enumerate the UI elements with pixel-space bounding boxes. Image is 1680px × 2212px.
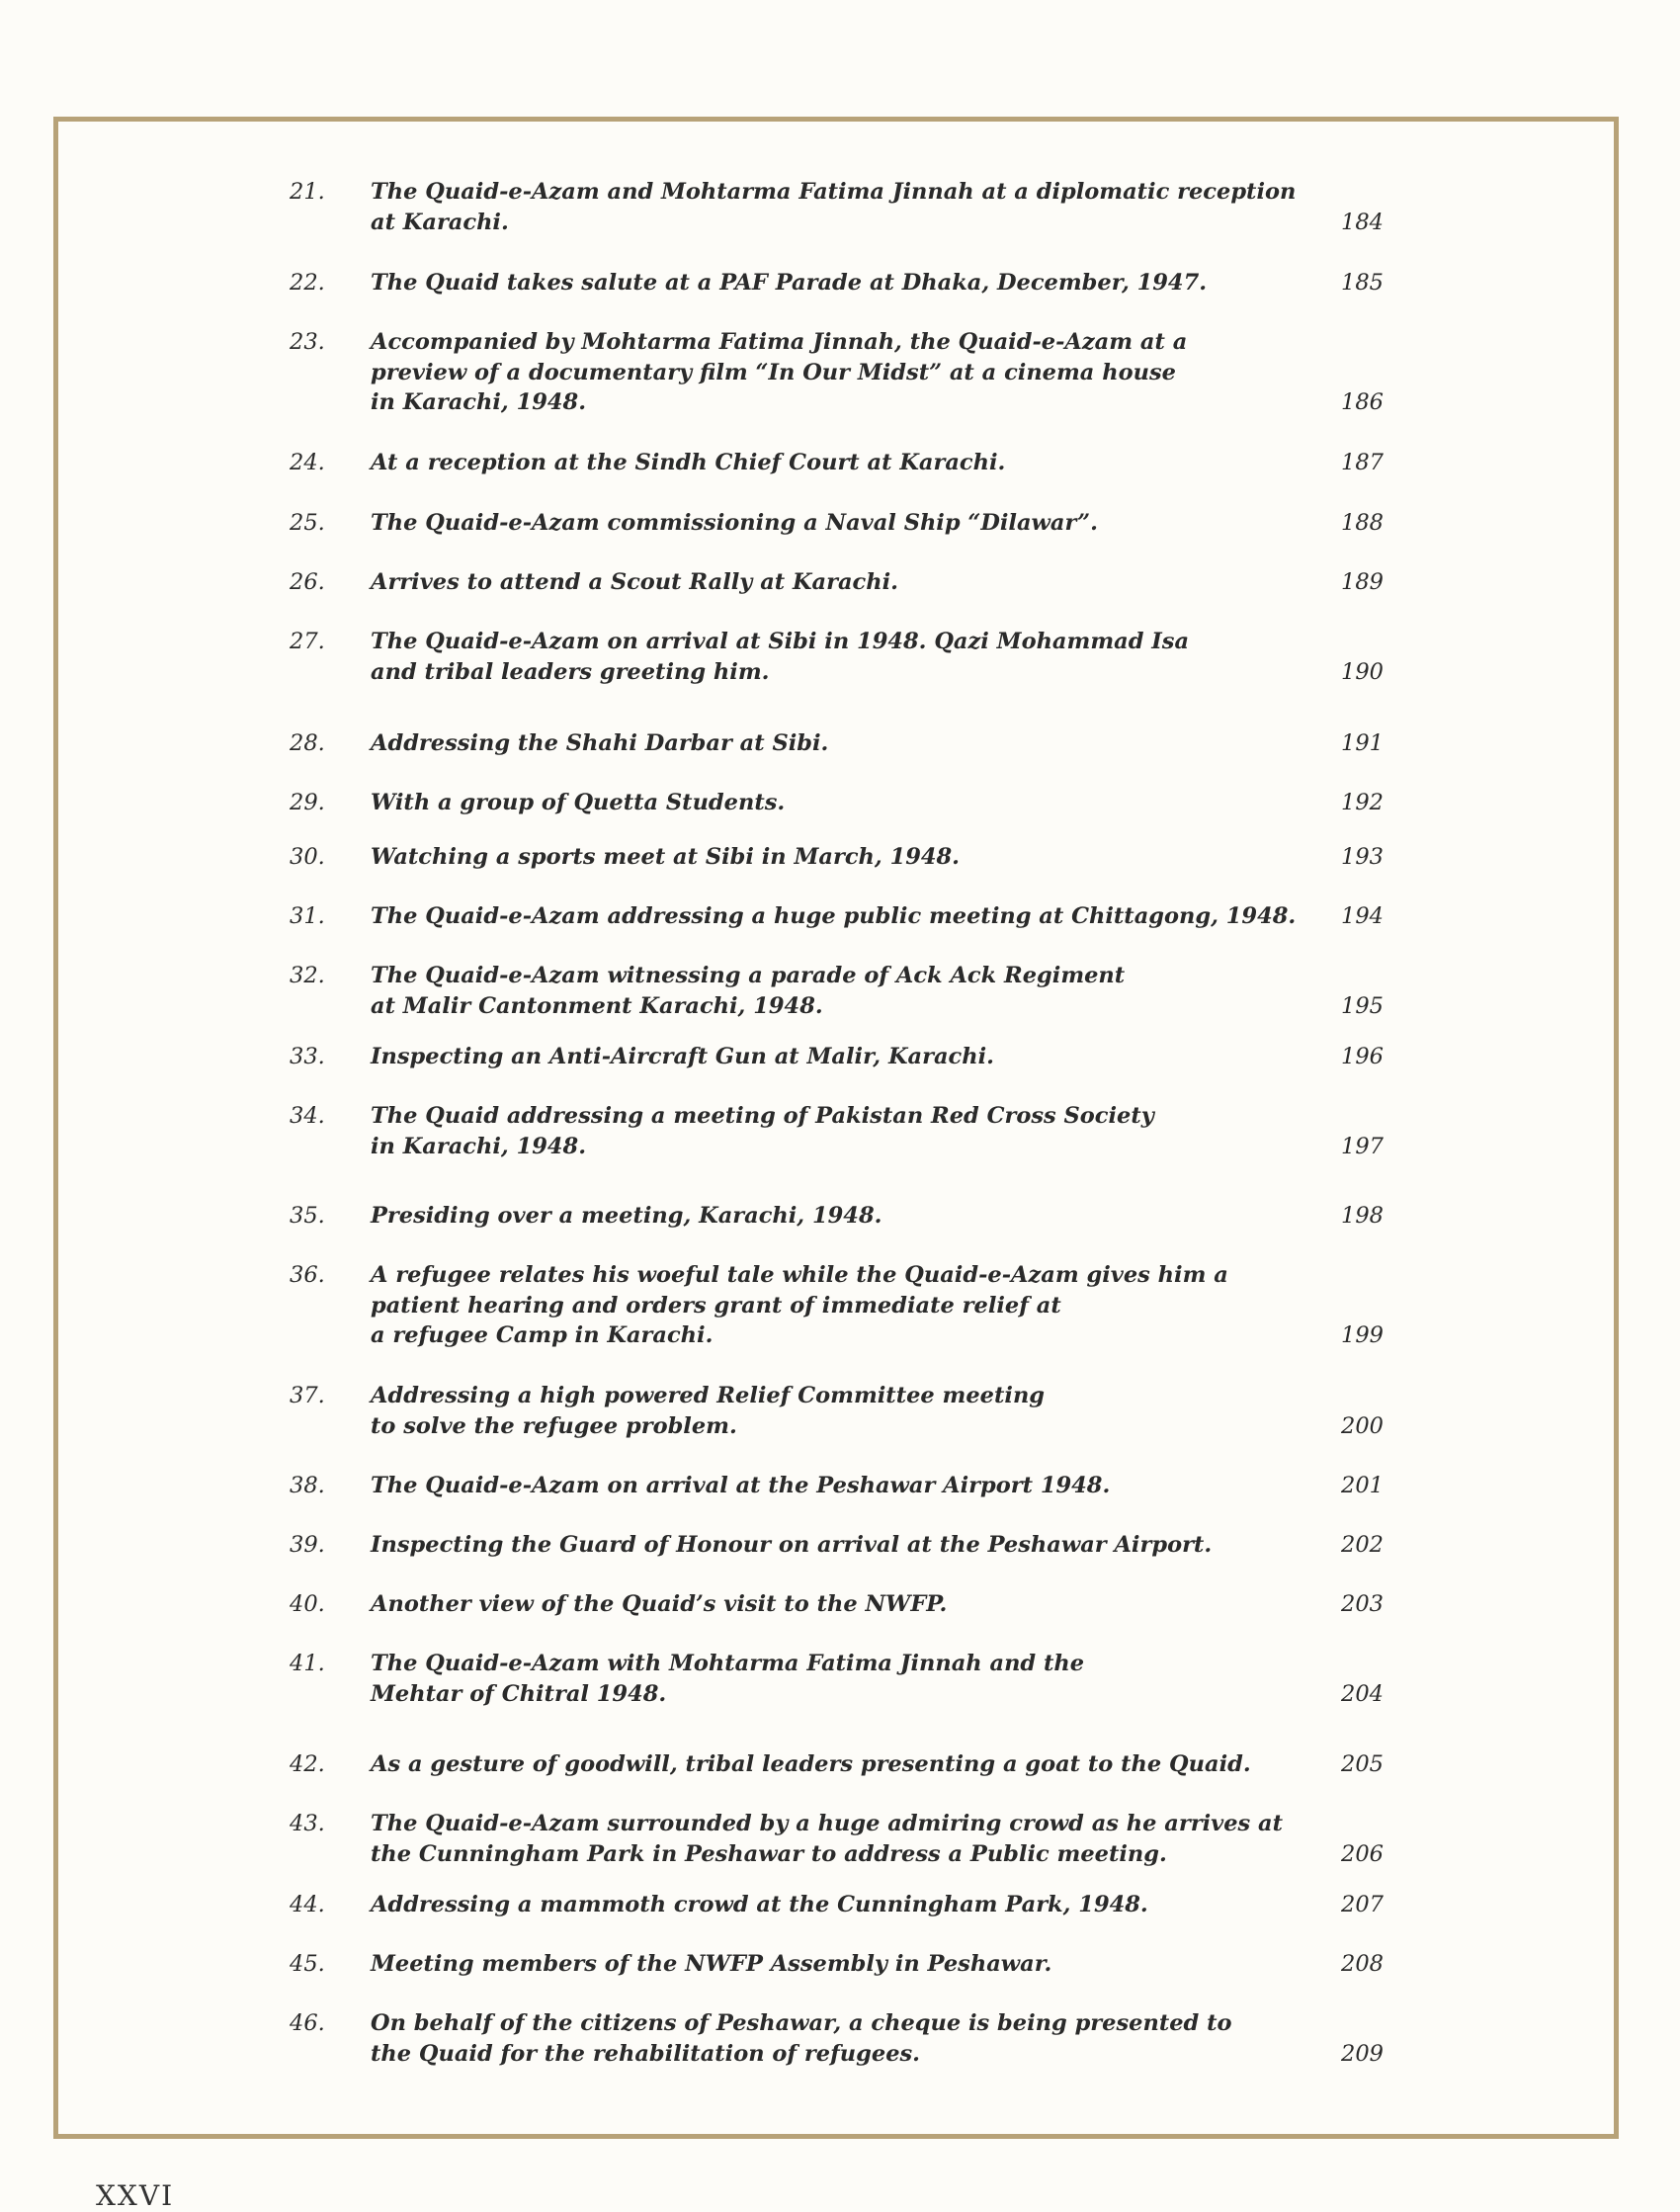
caption-line: The Quaid-e-Azam addressing a huge public meeting at Chittagong, 1948.	[371, 903, 1297, 929]
entry-caption	[371, 1201, 1260, 1232]
entry-page-number: 184	[1341, 209, 1384, 235]
entry-number: 41.	[290, 1651, 325, 1676]
caption-line: The Quaid-e-Azam surrounded by a huge admiring crowd as he arrives at	[371, 1811, 1284, 1836]
entry-caption	[371, 961, 1260, 1021]
caption-line: The Quaid-e-Azam on arrival at Sibi in 1948. Qazi Mohammad Isa	[371, 629, 1190, 654]
entry-caption	[371, 448, 1260, 478]
caption-line: As a gesture of goodwill, tribal leaders presenting a goat to the Quaid.	[371, 1751, 1251, 1777]
entry-page-number: 193	[1341, 844, 1384, 870]
entry-page-number: 203	[1341, 1591, 1384, 1617]
entry-caption	[371, 1530, 1260, 1561]
entry-page-number: 198	[1341, 1203, 1384, 1229]
entry-caption	[371, 627, 1260, 687]
entry-page-number: 187	[1341, 450, 1384, 475]
entry-number: 34.	[290, 1103, 325, 1129]
entry-page-number: 186	[1341, 389, 1384, 415]
caption-line: patient hearing and orders grant of immediate relief at	[371, 1292, 1061, 1319]
entry-page-number: 192	[1341, 790, 1384, 815]
caption-line: Presiding over a meeting, Karachi, 1948.	[371, 1203, 882, 1229]
caption-line: Another view of the Quaid’s visit to the NWFP.	[371, 1591, 948, 1617]
caption-line: Addressing a mammoth crowd at the Cunningham Park, 1948.	[371, 1892, 1148, 1917]
caption-line: in Karachi, 1948.	[371, 389, 587, 415]
entry-caption	[371, 177, 1297, 237]
entry-number: 33.	[290, 1044, 325, 1069]
entry-page-number: 191	[1341, 730, 1384, 756]
entry-page-number: 197	[1341, 1133, 1384, 1159]
entry-number: 30.	[290, 844, 325, 870]
entry-number: 42.	[290, 1751, 325, 1777]
entry-caption	[371, 1589, 1260, 1620]
entry-number: 23.	[290, 329, 325, 355]
caption-line: Arrives to attend a Scout Rally at Karachi.	[371, 569, 899, 595]
entry-page-number: 196	[1341, 1044, 1384, 1069]
caption-line: Addressing the Shahi Darbar at Sibi.	[371, 730, 829, 756]
entry-page-number: 205	[1341, 1751, 1384, 1777]
entry-number: 38.	[290, 1473, 325, 1498]
page-number: XXVI	[96, 2179, 175, 2212]
entry-caption	[371, 901, 1297, 932]
caption-line: Accompanied by Mohtarma Fatima Jinnah, the Quaid-e-Azam at a	[371, 329, 1188, 355]
entry-number: 29.	[290, 790, 325, 815]
entry-caption	[371, 1749, 1260, 1780]
entry-number: 43.	[290, 1811, 325, 1836]
entry-caption	[371, 1101, 1260, 1161]
entry-page-number: 199	[1341, 1322, 1384, 1348]
entry-number: 21.	[290, 179, 325, 205]
entry-number: 32.	[290, 963, 325, 988]
caption-line: The Quaid-e-Azam and Mohtarma Fatima Jinnah at a diplomatic reception	[371, 179, 1297, 205]
entry-page-number: 195	[1341, 992, 1384, 1019]
entry-page-number: 204	[1341, 1680, 1384, 1707]
caption-line: The Quaid-e-Azam witnessing a parade of Ack Ack Regiment	[371, 963, 1126, 988]
entry-page-number: 206	[1341, 1840, 1384, 1867]
caption-line: Inspecting an Anti-Aircraft Gun at Malir, Karachi.	[371, 1044, 994, 1069]
entry-caption	[371, 1381, 1260, 1441]
caption-line: at Karachi.	[371, 209, 509, 235]
caption-line: in Karachi, 1948.	[371, 1133, 587, 1159]
entry-number: 28.	[290, 730, 325, 756]
entry-number: 24.	[290, 450, 325, 475]
entry-caption	[371, 788, 1260, 818]
caption-line: On behalf of the citizens of Peshawar, a cheque is being presented to	[371, 2010, 1232, 2036]
entry-page-number: 194	[1341, 903, 1384, 929]
caption-line: Watching a sports meet at Sibi in March, 1948.	[371, 844, 961, 870]
entry-caption	[371, 842, 1260, 873]
caption-line: Addressing a high powered Relief Committee meeting	[371, 1383, 1046, 1408]
caption-line: the Quaid for the rehabilitation of refugees.	[371, 2040, 921, 2067]
entry-page-number: 207	[1341, 1892, 1384, 1917]
entry-number: 45.	[290, 1951, 325, 1977]
entry-number: 25.	[290, 510, 325, 536]
entry-number: 46.	[290, 2010, 325, 2036]
entry-number: 35.	[290, 1203, 325, 1229]
entry-page-number: 201	[1341, 1473, 1384, 1498]
caption-line: at Malir Cantonment Karachi, 1948.	[371, 992, 823, 1019]
entry-page-number: 209	[1341, 2040, 1384, 2067]
caption-line: The Quaid-e-Azam commissioning a Naval Ship “Dilawar”.	[371, 510, 1098, 536]
entry-number: 39.	[290, 1532, 325, 1558]
entry-page-number: 208	[1341, 1951, 1384, 1977]
entry-page-number: 189	[1341, 569, 1384, 595]
entry-number: 40.	[290, 1591, 325, 1617]
entry-number: 36.	[290, 1262, 325, 1288]
caption-line: preview of a documentary film “In Our Midst” at a cinema house	[371, 359, 1176, 385]
entry-caption	[371, 1809, 1284, 1869]
entry-caption	[371, 268, 1260, 298]
caption-line: the Cunningham Park in Peshawar to address a Public meeting.	[371, 1840, 1167, 1867]
entry-page-number: 188	[1341, 510, 1384, 536]
caption-line: The Quaid-e-Azam on arrival at the Peshawar Airport 1948.	[371, 1473, 1111, 1498]
entry-caption	[371, 508, 1260, 539]
entry-number: 44.	[290, 1892, 325, 1917]
entry-caption	[371, 1471, 1260, 1501]
caption-line: With a group of Quetta Students.	[371, 790, 786, 815]
caption-line: The Quaid-e-Azam with Mohtarma Fatima Jinnah and the	[371, 1651, 1085, 1676]
entry-number: 22.	[290, 270, 325, 296]
caption-line: A refugee relates his woeful tale while the Quaid-e-Azam gives him a	[371, 1262, 1228, 1288]
caption-line: Inspecting the Guard of Honour on arrival at the Peshawar Airport.	[371, 1532, 1213, 1558]
entry-caption	[371, 1649, 1260, 1709]
caption-line: The Quaid addressing a meeting of Pakistan Red Cross Society	[371, 1103, 1154, 1129]
entry-caption	[371, 1949, 1260, 1980]
caption-line: Mehtar of Chitral 1948.	[371, 1680, 667, 1707]
entry-caption	[371, 1042, 1260, 1072]
caption-line: The Quaid takes salute at a PAF Parade at Dhaka, December, 1947.	[371, 270, 1208, 296]
entry-page-number: 185	[1341, 270, 1384, 296]
entry-number: 26.	[290, 569, 325, 595]
caption-line: and tribal leaders greeting him.	[371, 658, 770, 685]
caption-line: Meeting members of the NWFP Assembly in Peshawar.	[371, 1951, 1052, 1977]
entry-page-number: 190	[1341, 658, 1384, 685]
entry-number: 27.	[290, 629, 325, 654]
caption-line: to solve the refugee problem.	[371, 1412, 737, 1439]
entry-page-number: 200	[1341, 1412, 1384, 1439]
entry-number: 37.	[290, 1383, 325, 1408]
entry-caption	[371, 1260, 1260, 1351]
caption-line: At a reception at the Sindh Chief Court at Karachi.	[371, 450, 1006, 475]
entry-caption	[371, 2008, 1260, 2069]
entry-caption	[371, 327, 1260, 418]
caption-line: a refugee Camp in Karachi.	[371, 1322, 714, 1348]
entry-caption	[371, 567, 1260, 598]
entry-number: 31.	[290, 903, 325, 929]
entry-caption	[371, 728, 1260, 759]
entry-page-number: 202	[1341, 1532, 1384, 1558]
entry-caption	[371, 1890, 1260, 1920]
